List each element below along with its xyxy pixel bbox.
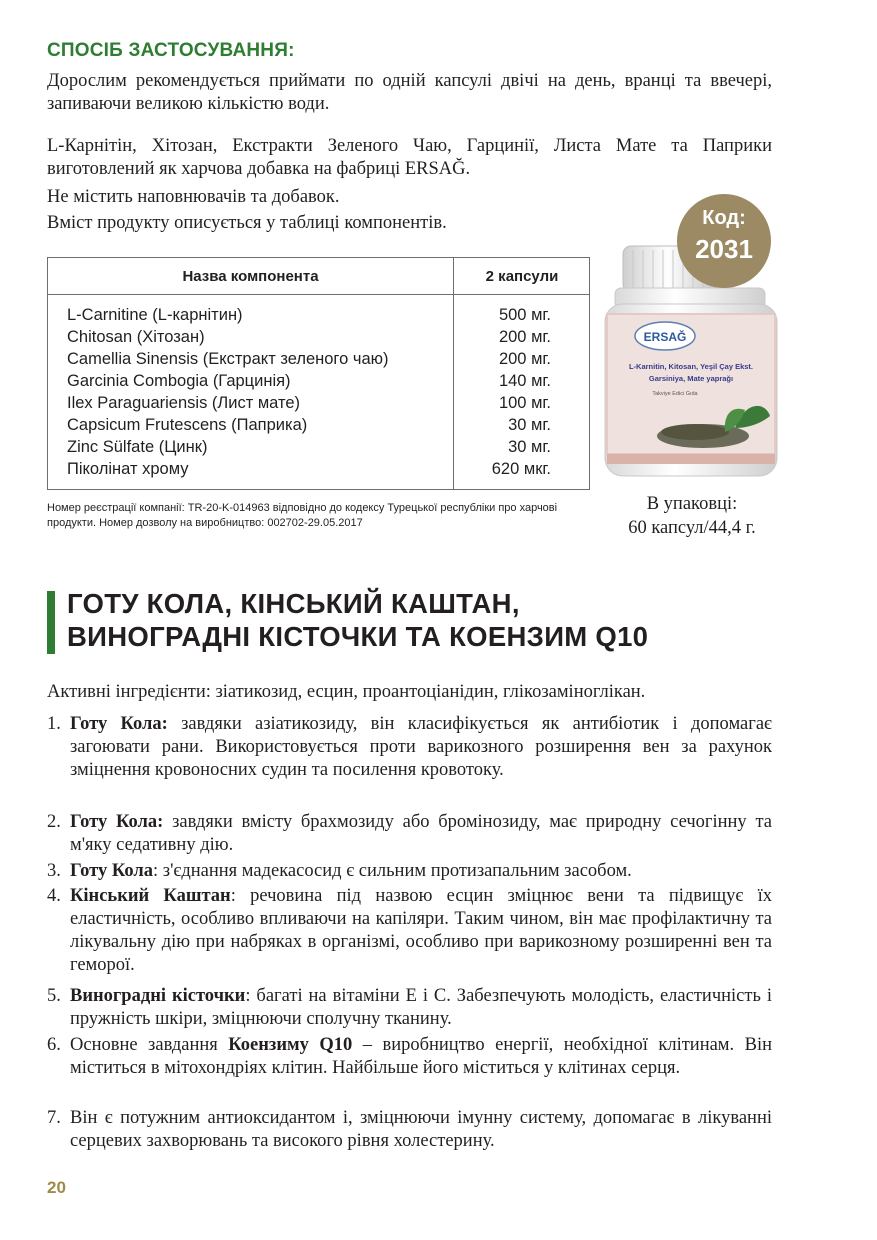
- component-amount: 200 мг.: [498, 350, 551, 368]
- component-amount: 500 мг.: [498, 306, 551, 324]
- table-row: [48, 394, 589, 416]
- table-row: [48, 372, 589, 394]
- component-amount: 620 мкг.: [491, 460, 551, 478]
- item-text: : речовина під назвою есцин зміцнює вени та підвищує їх еластичність, особливо впливаючи на капіляри. Таким чином, він має профілактичну та лікувальну дію при набряках в організмі, особливо при варикозному розширенні вен та геморої.: [70, 886, 773, 975]
- item-bold: Виноградні кісточки: [70, 986, 246, 1006]
- item-text: завдяки вмісту брахмозиду або бромінозиду, має природну сечогінну та м'яку седативну дію.: [70, 812, 772, 855]
- item-text: : з'єднання мадекасосид є сильним протизапальним засобом.: [153, 861, 632, 881]
- component-name: Capsicum Frutescens (Паприка): [67, 416, 308, 434]
- item-pre: Основне завдання: [70, 1035, 229, 1055]
- component-name: Піколінат хрому: [67, 460, 189, 478]
- svg-text:Garsiniya, Mate yaprağı: Garsiniya, Mate yaprağı: [648, 374, 734, 383]
- item-bold: Коензиму Q10: [228, 1035, 353, 1055]
- pack-label: В упаковці:: [646, 494, 738, 514]
- list-item: [47, 811, 772, 857]
- section-title: [67, 587, 648, 653]
- list-item: [47, 860, 772, 883]
- column-header-name: Назва компонента: [182, 268, 319, 285]
- contents-note: Вміст продукту описується у таблиці компонентів.: [47, 213, 447, 233]
- item-number: 4.: [47, 886, 61, 906]
- item-bold: Готу Кола: [70, 861, 153, 881]
- item-text: завдяки азіатикозиду, він класифікується як антибіотик і допомагає загоювати рани. Використовується проти варикозного розширення вен за рахунок зміцнення кровоносних судин та посилення кровотоку.: [70, 714, 772, 780]
- list-item: [47, 1034, 772, 1080]
- jar-brand: ERSAĞ: [643, 330, 687, 344]
- item-number: 3.: [47, 861, 61, 881]
- component-name: Chitosan (Хітозан): [67, 328, 205, 346]
- page-number: 20: [47, 1178, 66, 1197]
- list-item: [47, 985, 772, 1031]
- table-row: [48, 460, 589, 482]
- item-number: 5.: [47, 986, 61, 1006]
- registration-note: Номер реєстрації компанії: TR-20-K-014963 відповідно до кодексу Турецької республіки про харчові продукти. Номер дозволу на виробництво: 002702-29.05.2017: [47, 502, 558, 529]
- item-number: 7.: [47, 1108, 61, 1128]
- item-text: – виробництво енергії, необхідної клітинам. Він міститься в мітохондріях клітин. Найбільше його міститься у клітинах серця.: [70, 1035, 773, 1078]
- component-amount: 200 мг.: [498, 328, 551, 346]
- component-amount: 140 мг.: [498, 372, 551, 390]
- component-amount: 30 мг.: [508, 416, 551, 434]
- item-number: 1.: [47, 714, 61, 734]
- svg-text:L-Karnitin, Kitosan, Yeşil Çay: L-Karnitin, Kitosan, Yeşil Çay Ekst.: [628, 362, 754, 371]
- item-number: 6.: [47, 1035, 61, 1055]
- list-item: [47, 713, 772, 782]
- components-table: [47, 257, 590, 490]
- usage-heading: СПОСІБ ЗАСТОСУВАННЯ:: [47, 40, 295, 61]
- table-row: [48, 350, 589, 372]
- component-name: Garcinia Combogia (Гарцинія): [67, 372, 291, 390]
- jar-sub: Takviye Edici Gıda: [652, 391, 698, 397]
- component-name: Ilex Paraguariensis (Лист мате): [67, 394, 301, 412]
- table-row: [48, 306, 589, 328]
- usage-text: Дорослим рекомендується приймати по одній капсулі двічі на день, вранці та ввечері, запиваючи великою кількістю води.: [47, 71, 772, 114]
- table-row: [48, 416, 589, 438]
- table-body: [48, 306, 589, 482]
- title-line-1: ГОТУ КОЛА, КІНСЬКИЙ КАШТАН,: [67, 588, 520, 619]
- product-code-badge: [677, 194, 771, 288]
- production-text: L-Карнітін, Хітозан, Екстракти Зеленого Чаю, Гарцинії, Листа Мате та Паприки виготовлений як харчова добавка на фабриці ERSAĞ.: [47, 136, 772, 179]
- item-text: Він є потужним антиоксидантом і, зміцнюючи імунну систему, допомагає в лікуванні серцевих захворювань та високого рівня холестерину.: [70, 1108, 772, 1151]
- table-header: [48, 258, 589, 295]
- component-amount: 100 мг.: [498, 394, 551, 412]
- component-name: Zinc Sülfate (Цинк): [67, 438, 208, 456]
- table-row: [48, 328, 589, 350]
- component-name: L-Carnitine (L-карнітин): [67, 306, 243, 324]
- package-info: [607, 492, 777, 540]
- component-name: Camellia Sinensis (Екстракт зеленого чаю): [67, 350, 389, 368]
- table-row: [48, 438, 589, 460]
- item-bold: Готу Кола:: [70, 812, 164, 832]
- code-label: Код:: [702, 207, 746, 229]
- item-number: 2.: [47, 812, 61, 832]
- active-ingredients: Активні інгредієнти: зіатикозид, есцин, проантоціанідин, глікозаміноглікан.: [47, 682, 646, 702]
- item-bold: Готу Кола:: [70, 714, 168, 734]
- code-value: 2031: [695, 234, 753, 264]
- component-amount: 30 мг.: [508, 438, 551, 456]
- list-item: [47, 1107, 772, 1153]
- item-bold: Кінський Каштан: [70, 886, 231, 906]
- item-text: : багаті на вітаміни Е і С. Забезпечують молодість, еластичність і пружність шкіри, зміцнюючи сполучну тканину.: [70, 986, 772, 1029]
- column-header-amount: 2 капсули: [485, 268, 559, 285]
- title-line-2: ВИНОГРАДНІ КІСТОЧКИ ТА КОЕНЗИМ Q10: [67, 621, 649, 652]
- pack-value: 60 капсул/44,4 г.: [628, 518, 756, 538]
- no-fillers-text: Не містить наповнювачів та добавок.: [47, 187, 340, 207]
- list-item: [47, 885, 772, 977]
- title-accent-bar: [47, 591, 55, 654]
